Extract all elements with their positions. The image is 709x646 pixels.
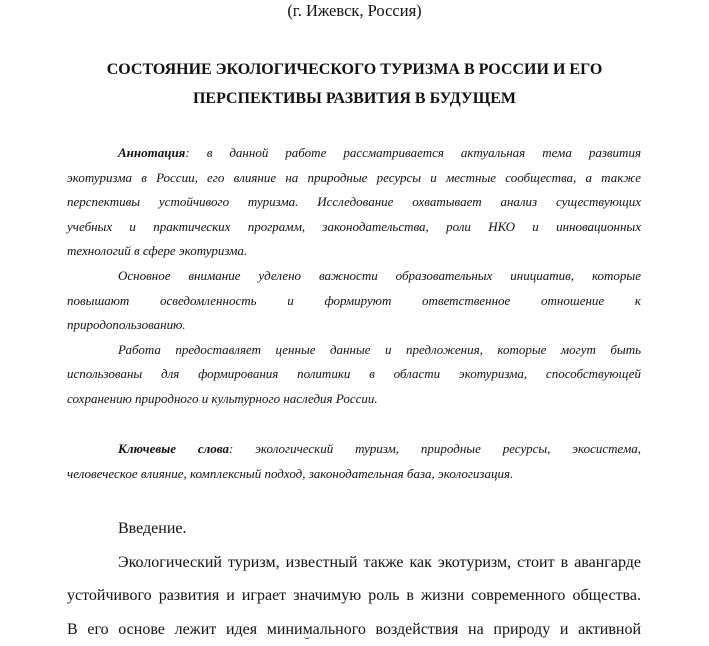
abstract-line: сохранению природного и культурного наследия России. — [67, 387, 641, 412]
abstract-line: природопользованию. — [67, 313, 641, 338]
abstract-line: Аннотация: в данной работе рассматривается актуальная тема развития — [67, 141, 641, 166]
keywords-label: Ключевые слова — [118, 441, 229, 456]
abstract-line: использованы для формирования политики в области экотуризма, способствующей — [67, 362, 641, 387]
body-text — [67, 512, 641, 646]
body-line: Экологический туризм, известный также как экотуризм, стоит в авангарде — [67, 546, 641, 580]
abstract-line: повышают осведомленность и формируют ответственное отношение к — [67, 289, 641, 314]
abstract-line: Работа предоставляет ценные данные и предложения, которые могут быть — [67, 338, 641, 363]
keywords-line: человеческое влияние, комплексный подход, законодательная база, экологизация. — [67, 462, 641, 487]
paper-title-line-2: ПЕРСПЕКТИВЫ РАЗВИТИЯ В БУДУЩЕМ — [0, 89, 709, 109]
abstract-line: учебных и практических программ, законодательства, роли НКО и инновационных — [67, 215, 641, 240]
author-affiliation: (г. Ижевск, Россия) — [0, 1, 709, 21]
abstract-line: технологий в сфере экотуризма. — [67, 239, 641, 264]
keywords-line: Ключевые слова: экологический туризм, природные ресурсы, экосистема, — [67, 437, 641, 462]
keywords-section — [67, 437, 641, 486]
abstract-label: Аннотация — [118, 145, 185, 160]
body-line: В его основе лежит идея минимального воздействия на природу и активной — [67, 613, 641, 646]
intro-heading: Введение. — [67, 512, 641, 546]
abstract-line: экотуризма в России, его влияние на природные ресурсы и местные сообщества, а также — [67, 166, 641, 191]
abstract-line: перспективы устойчивого туризма. Исследование охватывает анализ существующих — [67, 190, 641, 215]
abstract-line: Основное внимание уделено важности образовательных инициатив, которые — [67, 264, 641, 289]
body-line: устойчивого развития и играет значимую роль в жизни современного общества. — [67, 579, 641, 613]
paper-title-line-1: СОСТОЯНИЕ ЭКОЛОГИЧЕСКОГО ТУРИЗМА В РОССИИ И ЕГО — [0, 60, 709, 80]
abstract-section — [67, 141, 641, 412]
